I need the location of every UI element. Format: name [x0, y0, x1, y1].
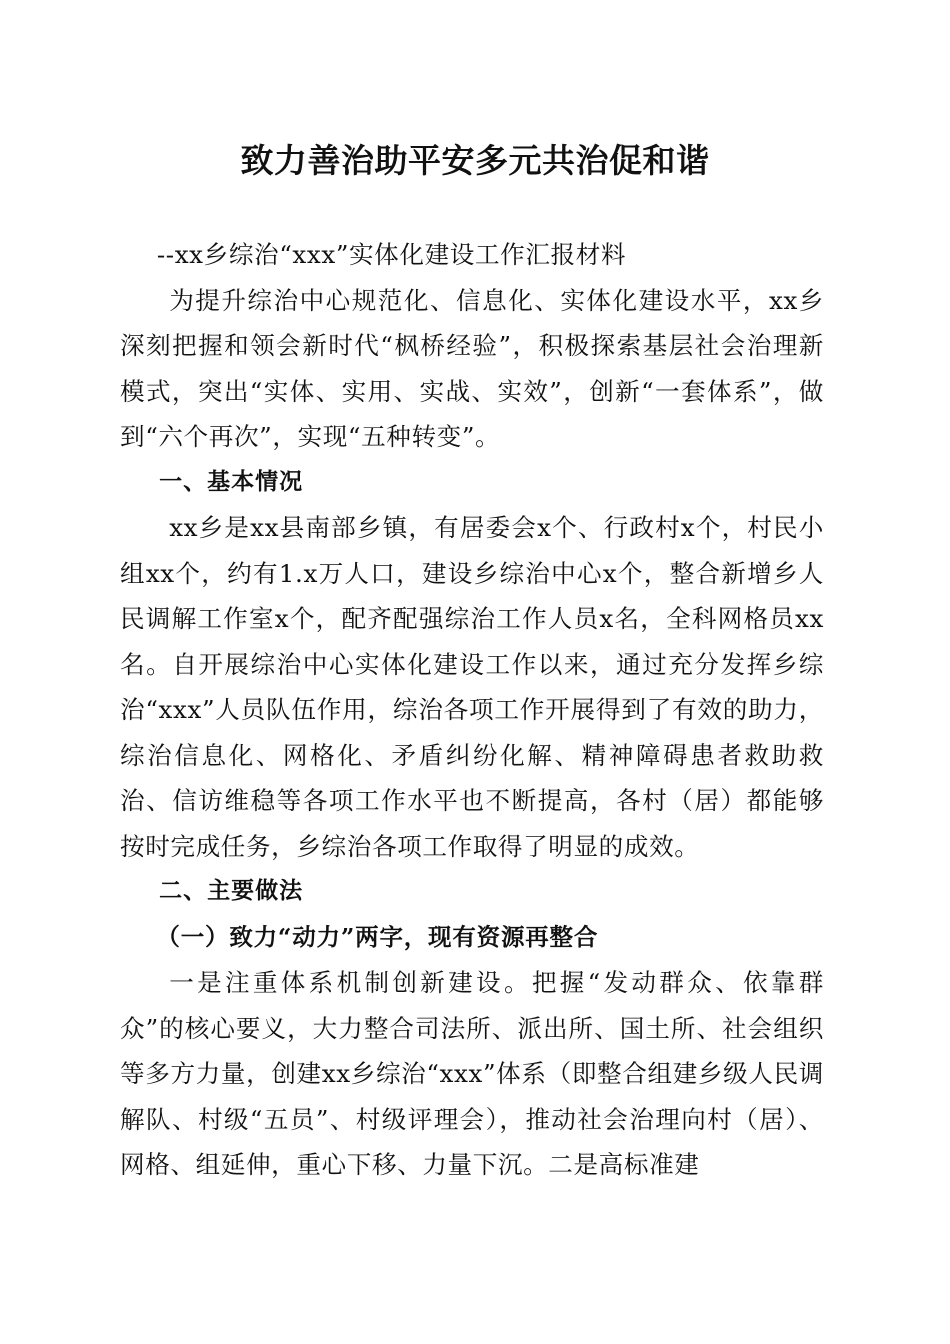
document-body: [120, 232, 824, 1188]
intro-paragraph: 为提升综治中心规范化、信息化、实体化建设水平，xx乡深刻把握和领会新时代“枫桥经验”，积极探索基层社会治理新模式，突出“实体、实用、实战、实效”，创新“一套体系”，做到“六个再次”，实现“五种转变”。: [120, 285, 824, 451]
document-subtitle: --xx乡综治“xxx”实体化建设工作汇报材料: [156, 240, 627, 269]
subsection-heading-resource-integration: （一）致力“动力”两字，现有资源再整合: [156, 922, 599, 951]
section-heading-basic-situation: 一、基本情况: [159, 468, 304, 495]
section-heading-main-practices: 二、主要做法: [159, 878, 304, 904]
resource-integration-paragraph: 一是注重体系机制创新建设。把握“发动群众、依靠群众”的核心要义，大力整合司法所、派出所、国土所、社会组织等多方力量，创建xx乡综治“xxx”体系（即整合组建乡级人民调解队、村级“五员”、村级评理会），推动社会治理向村（居）、网格、组延伸，重心下移、力量下沉。二是高标准建: [120, 968, 824, 1179]
document-title: 致力善治助平安多元共治促和谐: [240, 141, 710, 180]
basic-situation-paragraph: xx乡是xx县南部乡镇，有居委会x个、行政村x个，村民小组xx个，约有1.x万人口，建设乡综治中心x个，整合新增乡人民调解工作室x个，配齐配强综治工作人员x名，全科网格员xx名。自开展综治中心实体化建设工作以来，通过充分发挥乡综治“xxx”人员队伍作用，综治各项工作开展得到了有效的助力，综治信息化、网格化、矛盾纠纷化解、精神障碍患者救助救治、信访维稳等各项工作水平也不断提高，各村（居）都能够按时完成任务，乡综治各项工作取得了明显的成效。: [120, 513, 824, 861]
